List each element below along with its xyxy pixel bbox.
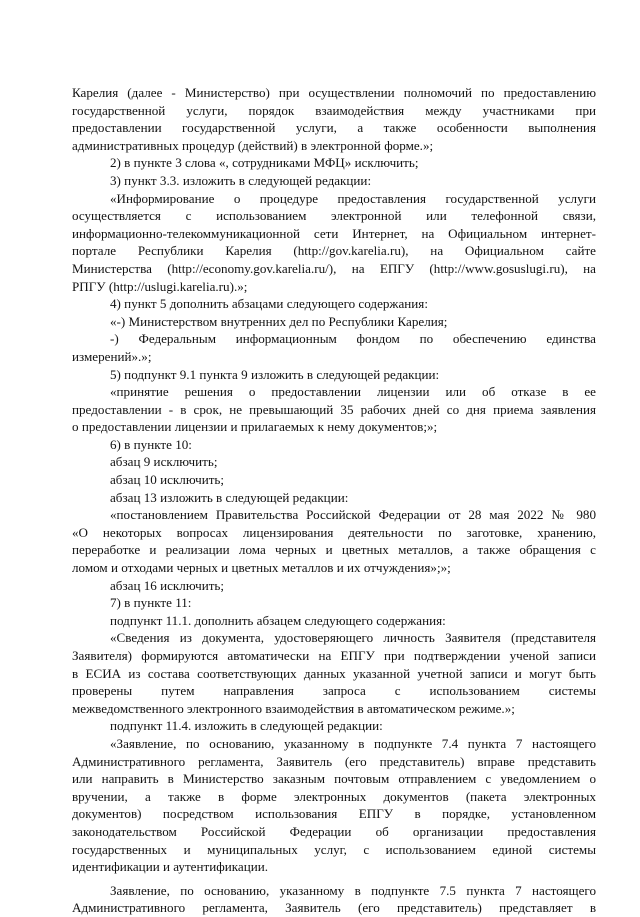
text-line: идентификации и аутентификации.: [72, 859, 268, 875]
text-line: Административного регламента, Заявитель (его представитель) вправе представить: [72, 753, 596, 769]
text-line: проверены путем направления запроса с использованием системы: [72, 683, 596, 699]
text-line: 7) в пункте 11:: [110, 595, 192, 611]
text-line: «постановлением Правительства Российской Федерации от 28 мая 2022 № 980: [110, 507, 596, 523]
text-line: законодательством Российской Федерации об организации предоставления: [72, 823, 596, 839]
text-line: осуществляется с использованием электронной или телефонной связи,: [72, 208, 596, 224]
text-line: 6) в пункте 10:: [110, 436, 192, 452]
text-line: «Информирование о процедуре предоставления государственной услуги: [110, 190, 596, 206]
text-line: информационно-телекоммуникационной сети Интернет, на Официальном интернет-: [72, 225, 596, 241]
text-line: измерений».»;: [72, 348, 152, 364]
text-line: переработке и реализации лома черных и цветных металлов, а также обращения с: [72, 542, 596, 558]
text-line: вручении, а также в форме электронных документов (пакета электронных: [72, 788, 596, 804]
text-line: государственных и муниципальных услуг, с использованием единой системы: [72, 841, 596, 857]
text-line: в ЕСИА из состава соответствующих данных указанной учетной записи и могут быть: [72, 665, 596, 681]
text-line: ломом и отходами черных и цветных металлов и их отчуждения»;»;: [72, 560, 451, 576]
text-line: 4) пункт 5 дополнить абзацами следующего содержания:: [110, 296, 428, 312]
text-line: подпункт 11.4. изложить в следующей редакции:: [110, 718, 383, 734]
text-line: абзац 10 исключить;: [110, 472, 225, 488]
text-line: или направить в Министерство заказным почтовым отправлением с уведомлением о: [72, 771, 596, 787]
text-line: Карелия (далее - Министерство) при осуществлении полномочий по предоставлению: [72, 85, 596, 100]
text-line: подпункт 11.1. дополнить абзацем следующего содержания:: [110, 612, 446, 628]
text-line: «принятие решения о предоставлении лицензии или об отказе в ее: [110, 384, 596, 400]
text-line: РПГУ (http://uslugi.karelia.ru).»;: [72, 278, 248, 294]
text-line: документов) посредством использования ЕПГУ в порядке, установленном: [72, 806, 596, 822]
text-line: о предоставлении лицензии и прилагаемых к нему документов;»;: [72, 419, 438, 435]
text-line: Министерства (http://economy.gov.karelia.ru/), на ЕПГУ (http://www.gosuslugi.ru), на: [72, 260, 596, 276]
text-line: абзац 16 исключить;: [110, 577, 225, 593]
text-line: Административного регламента, Заявитель (его представитель) представляет в: [72, 900, 596, 916]
text-line: 2) в пункте 3 слова «, сотрудниками МФЦ» исключить;: [110, 155, 419, 171]
text-line: 3) пункт 3.3. изложить в следующей редакции:: [110, 172, 372, 188]
text-line: абзац 9 исключить;: [110, 454, 218, 470]
text-line: портале Республики Карелия (http://gov.karelia.ru), на Официальном сайте: [72, 243, 596, 259]
text-line: -) Федеральным информационным фондом по обеспечению единства: [110, 331, 596, 347]
text-line: абзац 13 изложить в следующей редакции:: [110, 489, 349, 505]
text-line: межведомственного электронного взаимодействия в автоматическом режиме.»;: [72, 700, 515, 716]
text-line: административных процедур (действий) в электронной форме.»;: [72, 137, 434, 153]
text-line: предоставлении государственной услуги, а также особенности выполнения: [72, 120, 596, 136]
text-line: «О некоторых вопросах лицензирования деятельности по заготовке, хранению,: [72, 524, 596, 540]
text-line: «-) Министерством внутренних дел по Республики Карелия;: [110, 313, 448, 329]
text-line: предоставлении - в срок, не превышающий 35 рабочих дней со дня приема заявления: [72, 401, 596, 417]
text-line: Заявителя) формируются автоматически на ЕПГУ при подтверждении ученой записи: [72, 648, 596, 663]
text-line: Заявление, по основанию, указанному в подпункте 7.5 пункта 7 настоящего: [110, 882, 596, 898]
text-line: «Сведения из документа, удостоверяющего личность Заявителя (представителя: [110, 630, 596, 646]
text-line: «Заявление, по основанию, указанному в подпункте 7.4 пункта 7 настоящего: [110, 735, 596, 751]
text-line: 5) подпункт 9.1 пункта 9 изложить в следующей редакции:: [110, 366, 440, 382]
text-line: государственной услуги, порядок взаимодействия между участниками при: [72, 102, 596, 118]
